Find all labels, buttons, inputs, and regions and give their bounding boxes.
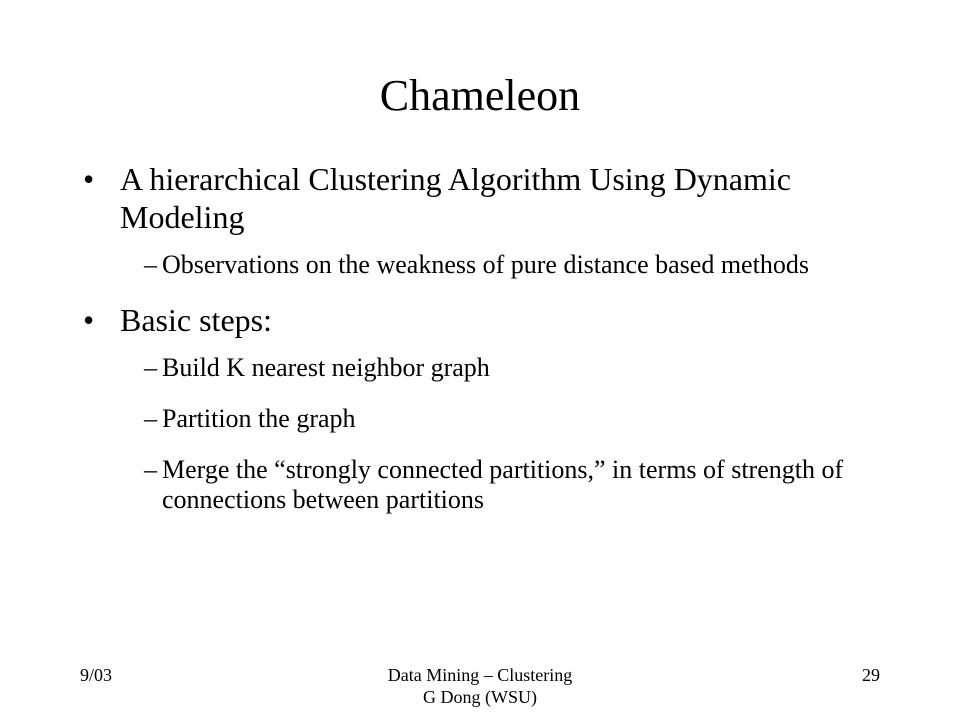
sub-item-text: Merge the “strongly connected partitions,” in terms of strength of connections between partitions (162, 455, 844, 514)
sub-item-2-1 (80, 353, 880, 383)
sub-item-1-1 (80, 250, 880, 280)
footer-center (330, 664, 630, 708)
footer-page-number: 29 (862, 665, 880, 685)
footer-date: 9/03 (80, 665, 113, 685)
bullet-text: A hierarchical Clustering Algorithm Using Dynamic Modeling (120, 161, 791, 235)
sub-item-2-2 (80, 404, 880, 434)
bullet-icon: • (83, 161, 95, 197)
dash-icon: – (144, 353, 157, 382)
bullet-item-2 (80, 301, 880, 339)
bullet-text: Basic steps: (120, 302, 272, 338)
bullet-icon: • (83, 302, 95, 338)
footer-author: G Dong (WSU) (423, 687, 537, 707)
footer-course: Data Mining – Clustering (387, 665, 573, 685)
sub-item-text: Build K nearest neighbor graph (162, 353, 490, 382)
sub-item-text: Observations on the weakness of pure distance based methods (162, 250, 809, 279)
slide-title: Chameleon (379, 71, 581, 120)
sub-item-2-3 (80, 455, 880, 515)
dash-icon: – (144, 250, 157, 279)
sub-item-text: Partition the graph (162, 404, 356, 433)
slide-body (80, 160, 880, 536)
dash-icon: – (144, 404, 157, 433)
bullet-item-1 (80, 160, 880, 236)
dash-icon: – (144, 455, 157, 484)
